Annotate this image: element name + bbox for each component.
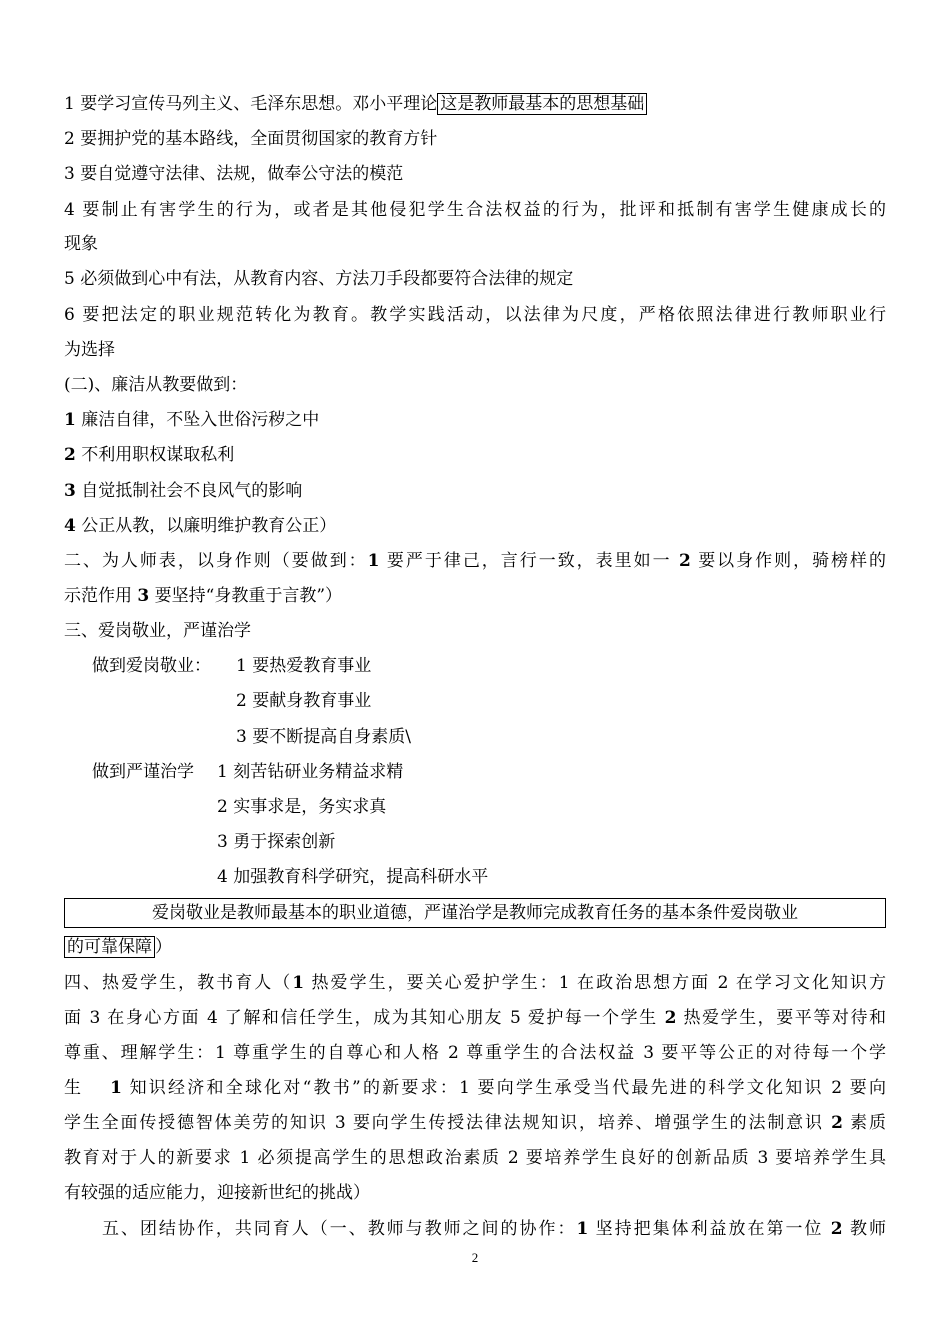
text: ）: [155, 937, 172, 957]
line-14: 三、爱岗敬业，严谨治学: [64, 621, 251, 641]
num: 1: [64, 410, 76, 430]
num: 1: [576, 1219, 589, 1239]
line-6b: 为选择: [64, 340, 115, 360]
line-9: [64, 443, 886, 467]
line-26: 尊重、理解学生：1 尊重学生的自尊心和人格 2 尊重学生的合法权益 3 要平等公正的对待每一个学: [64, 1043, 886, 1063]
line-8: [64, 408, 886, 432]
num: 3: [137, 586, 150, 606]
boxed-text: 的可靠保障: [64, 936, 155, 958]
num: 3: [64, 481, 76, 501]
line-24: [64, 971, 886, 995]
line-17: 3 要不断提高自身素质\: [236, 727, 411, 747]
line-2: 2 要拥护党的基本路线，全面贯彻国家的教育方针: [64, 129, 438, 149]
text: 不利用职权谋取私利: [75, 445, 235, 465]
line-28: [64, 1111, 886, 1135]
line-7: (二)、廉洁从教要做到：: [64, 375, 248, 395]
line-20: 3 勇于探索创新: [217, 832, 336, 852]
text: 公正从教，以廉明维护教育公正）: [75, 516, 337, 536]
text: 热爱学生，要关心爱护学生：1 在政治思想方面 2 在学习文化知识方: [304, 973, 887, 993]
num: 2: [678, 551, 691, 571]
num: 4: [64, 516, 76, 536]
line-4b: 现象: [64, 234, 98, 254]
num: 1: [367, 551, 380, 571]
line-12: [64, 549, 886, 573]
text: 面 3 在身心方面 4 了解和信任学生，成为其知心朋友 5 爱护每一个学生: [64, 1008, 665, 1028]
line-6a: 6 要把法定的职业规范转化为教育。教学实践活动，以法律为尺度，严格依照法律进行教师职业行: [64, 305, 886, 325]
line-29: 教育对于人的新要求 1 必须提高学生的思想政治素质 2 要培养学生良好的创新品质 3 要培养学生具: [64, 1148, 886, 1168]
text: 1 要学习宣传马列主义、毛泽东思想。邓小平理论: [64, 94, 438, 114]
num: 2: [831, 1113, 843, 1133]
boxed-text: 这是教师最基本的思想基础: [437, 93, 647, 115]
text: 四、热爱学生，教书育人（: [64, 973, 293, 993]
line-10: [64, 479, 886, 503]
line-1: [64, 92, 886, 116]
text: 要严于律己，言行一致，表里如一: [379, 551, 679, 571]
line-18a: 做到严谨治学: [92, 762, 194, 782]
text: 热爱学生，要平等对待和: [676, 1008, 886, 1028]
num: 2: [830, 1219, 843, 1239]
text: 素质: [842, 1113, 886, 1133]
line-16: 2 要献身教育事业: [236, 691, 372, 711]
page-number: 2: [471, 1250, 479, 1265]
text: 二、为人师表，以身作则（要做到：: [64, 551, 368, 571]
line-21: 4 加强教育科学研究，提高科研水平: [217, 867, 489, 887]
line-19: 2 实事求是，务实求真: [217, 797, 387, 817]
line-22: 爱岗敬业是教师最基本的职业道德，严谨治学是教师完成教育任务的基本条件爱岗敬业: [152, 903, 798, 923]
line-18b: 1 刻苦钻研业务精益求精: [217, 762, 404, 782]
num: 2: [64, 445, 76, 465]
line-5: 5 必须做到心中有法，从教育内容、方法刀手段都要符合法律的规定: [64, 269, 574, 289]
text: 学生全面传授德智体美劳的知识 3 要向学生传授法律法规知识，培养、增强学生的法制意识: [64, 1113, 832, 1133]
text: 教师: [842, 1219, 887, 1239]
line-30: 有较强的适应能力，迎接新世纪的挑战）: [64, 1183, 370, 1203]
text: 知识经济和全球化对“教书”的新要求：1 要向学生承受当代最先进的科学文化知识 2 要向: [121, 1078, 886, 1098]
text: 自觉抵制社会不良风气的影响: [75, 481, 303, 501]
line-25: [64, 1006, 886, 1030]
line-4a: 4 要制止有害学生的行为，或者是其他侵犯学生合法权益的行为，批评和抵制有害学生健康成长的: [64, 200, 886, 220]
text: 要以身作则，骑榜样的: [690, 551, 887, 571]
line-11: [64, 514, 886, 538]
line-31: [102, 1217, 886, 1241]
text: 廉洁自律，不坠入世俗污秽之中: [75, 410, 320, 430]
text: 要坚持“身教重于言教”）: [149, 586, 343, 606]
line-23: [64, 935, 886, 959]
line-27: [64, 1076, 886, 1100]
line-15a: 做到爱岗敬业：: [92, 656, 211, 676]
num: 2: [664, 1008, 677, 1028]
text: 五、团结协作，共同育人（一、教师与教师之间的协作：: [102, 1219, 577, 1239]
line-15b: 1 要热爱教育事业: [236, 656, 372, 676]
text: 生: [64, 1078, 111, 1098]
line-3: 3 要自觉遵守法律、法规，做奉公守法的模范: [64, 164, 404, 184]
text: 示范作用: [64, 586, 138, 606]
text: 坚持把集体利益放在第一位: [588, 1219, 831, 1239]
num: 1: [292, 973, 305, 993]
line-13: [64, 584, 886, 608]
num: 1: [110, 1078, 122, 1098]
